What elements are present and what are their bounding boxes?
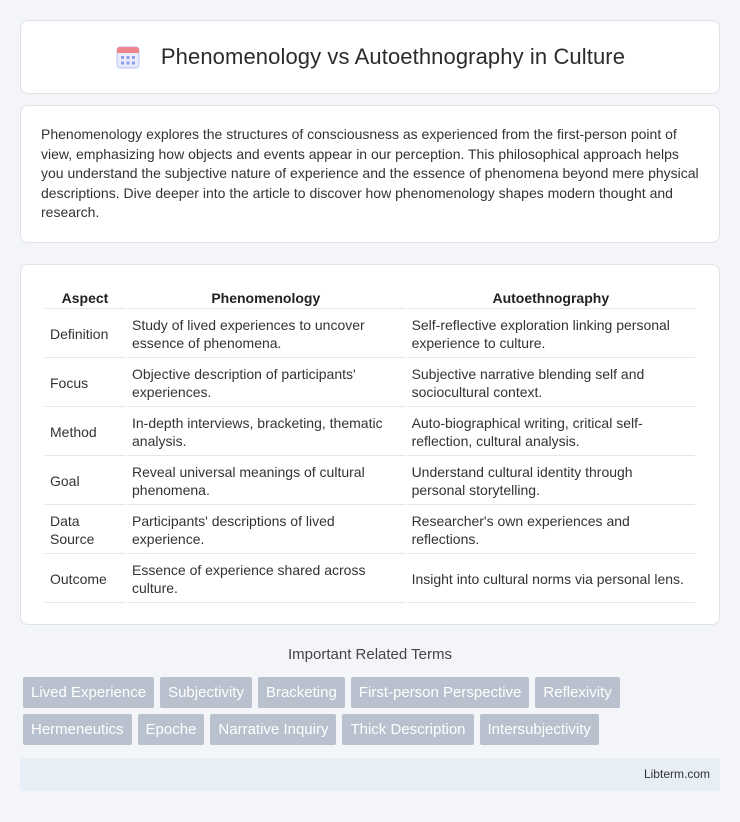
footer-brand-link[interactable]: Libterm.com: [643, 767, 710, 781]
row-autoethnography: Auto-biographical writing, critical self-reflection, cultural analysis.: [407, 409, 695, 456]
tag-lived-experience[interactable]: Lived Experience: [23, 677, 154, 708]
comparison-table-card: [20, 264, 720, 625]
intro-text: Phenomenology explores the structures of consciousness as experienced from the first-person point of view, emphasizing how objects and events appear in our perception. This philosophical approach helps you understand the subjective nature of experience and the essence of phenomena beyond mere physical descriptions. Dive deeper into the article to discover how phenomenology shapes modern thought and research.: [41, 126, 699, 220]
row-autoethnography: Subjective narrative blending self and sociocultural context.: [407, 360, 695, 407]
related-terms-list: [23, 677, 723, 751]
table-row: [45, 507, 695, 554]
row-phenomenology: Participants' descriptions of lived experience.: [127, 507, 405, 554]
row-phenomenology: In-depth interviews, bracketing, thematic analysis.: [127, 409, 405, 456]
tag-narrative-inquiry[interactable]: Narrative Inquiry: [210, 714, 336, 745]
row-autoethnography: Researcher's own experiences and reflections.: [407, 507, 695, 554]
row-aspect: Method: [45, 409, 125, 456]
table-row: [45, 311, 695, 358]
row-autoethnography: Insight into cultural norms via personal lens.: [407, 556, 695, 603]
row-phenomenology: Reveal universal meanings of cultural phenomena.: [127, 458, 405, 505]
table-row: [45, 556, 695, 603]
tag-bracketing[interactable]: Bracketing: [258, 677, 345, 708]
row-phenomenology: Objective description of participants' experiences.: [127, 360, 405, 407]
table-row: [45, 360, 695, 407]
title-card: [20, 20, 720, 94]
row-phenomenology: Study of lived experiences to uncover essence of phenomena.: [127, 311, 405, 358]
tag-thick-description[interactable]: Thick Description: [342, 714, 473, 745]
tag-subjectivity[interactable]: Subjectivity: [160, 677, 252, 708]
header-phenomenology: Phenomenology: [127, 287, 405, 309]
row-aspect: Goal: [45, 458, 125, 505]
header-aspect: Aspect: [45, 287, 125, 309]
row-aspect: Outcome: [45, 556, 125, 603]
footer: [20, 758, 720, 791]
row-aspect: Data Source: [45, 507, 125, 554]
row-phenomenology: Essence of experience shared across culture.: [127, 556, 405, 603]
table-row: [45, 458, 695, 505]
row-aspect: Focus: [45, 360, 125, 407]
table-row: [45, 409, 695, 456]
related-terms-title: Important Related Terms: [288, 646, 452, 663]
calendar-grid-icon: [115, 44, 141, 70]
tag-epoche[interactable]: Epoche: [138, 714, 205, 745]
page-title: Phenomenology vs Autoethnography in Culture: [160, 44, 626, 69]
table-header-row: [45, 287, 695, 309]
row-aspect: Definition: [45, 311, 125, 358]
tag-first-person-perspective[interactable]: First-person Perspective: [351, 677, 530, 708]
intro-card: [20, 105, 720, 243]
row-autoethnography: Understand cultural identity through personal storytelling.: [407, 458, 695, 505]
row-autoethnography: Self-reflective exploration linking personal experience to culture.: [407, 311, 695, 358]
header-autoethnography: Autoethnography: [407, 287, 695, 309]
tag-reflexivity[interactable]: Reflexivity: [535, 677, 619, 708]
tag-intersubjectivity[interactable]: Intersubjectivity: [480, 714, 599, 745]
tag-hermeneutics[interactable]: Hermeneutics: [23, 714, 132, 745]
comparison-table: [43, 285, 697, 605]
